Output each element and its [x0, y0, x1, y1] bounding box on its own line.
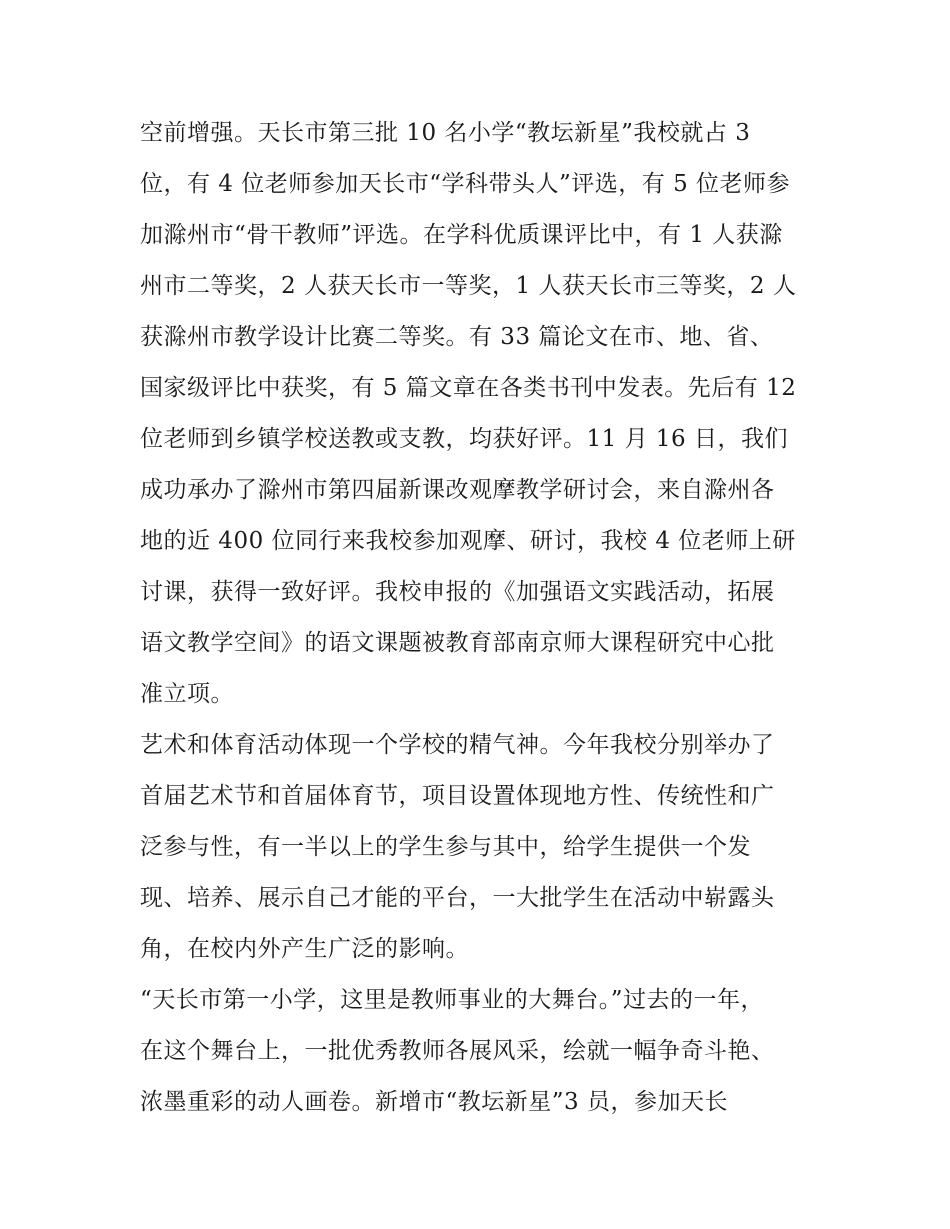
document-body [140, 108, 830, 1128]
text-line: 成功承办了滁州市第四届新课改观摩教学研讨会，来自滁州各 [140, 477, 775, 503]
text-line: 获滁州市教学设计比赛二等奖。有 33 篇论文在市、地、省、 [140, 324, 774, 350]
text-line: 艺术和体育活动体现一个学校的精气神。今年我校分别举办了 [140, 732, 775, 758]
text-line: 加滁州市“骨干教师”评选。在学科优质课评比中，有 1 人获滁 [140, 222, 783, 248]
text-line: 位老师到乡镇学校送教或支教，均获好评。11 月 16 日，我们 [140, 426, 788, 452]
text-line: 准立项。 [140, 681, 234, 707]
text-line: 国家级评比中获奖，有 5 篇文章在各类书刊中发表。先后有 12 [140, 375, 797, 401]
text-line: 讨课，获得一致好评。我校申报的《加强语文实践活动，拓展 [140, 579, 775, 605]
text-line: 现、培养、展示自己才能的平台，一大批学生在活动中崭露头 [140, 885, 775, 911]
text-line: 角，在校内外产生广泛的影响。 [140, 936, 469, 962]
text-line: 空前增强。天长市第三批 10 名小学“教坛新星”我校就占 3 [140, 120, 751, 146]
text-line: 位，有 4 位老师参加天长市“学科带头人”评选，有 5 位老师参 [140, 171, 791, 197]
text-line: 语文教学空间》的语文课题被教育部南京师大课程研究中心批 [140, 630, 775, 656]
text-line: 地的近 400 位同行来我校参加观摩、研讨，我校 4 位老师上研 [140, 528, 796, 554]
text-line: 州市二等奖，2 人获天长市一等奖，1 人获天长市三等奖，2 人 [140, 273, 797, 299]
text-line: 在这个舞台上，一批优秀教师各展风采，绘就一幅争奇斗艳、 [140, 1038, 775, 1064]
text-line: 首届艺术节和首届体育节，项目设置体现地方性、传统性和广 [140, 783, 775, 809]
text-line: 浓墨重彩的动人画卷。新增市“教坛新星”3 员，参加天长 [140, 1089, 728, 1115]
text-line: 泛参与性，有一半以上的学生参与其中，给学生提供一个发 [140, 834, 751, 860]
text-line: “天长市第一小学，这里是教师事业的大舞台。”过去的一年， [140, 987, 765, 1013]
